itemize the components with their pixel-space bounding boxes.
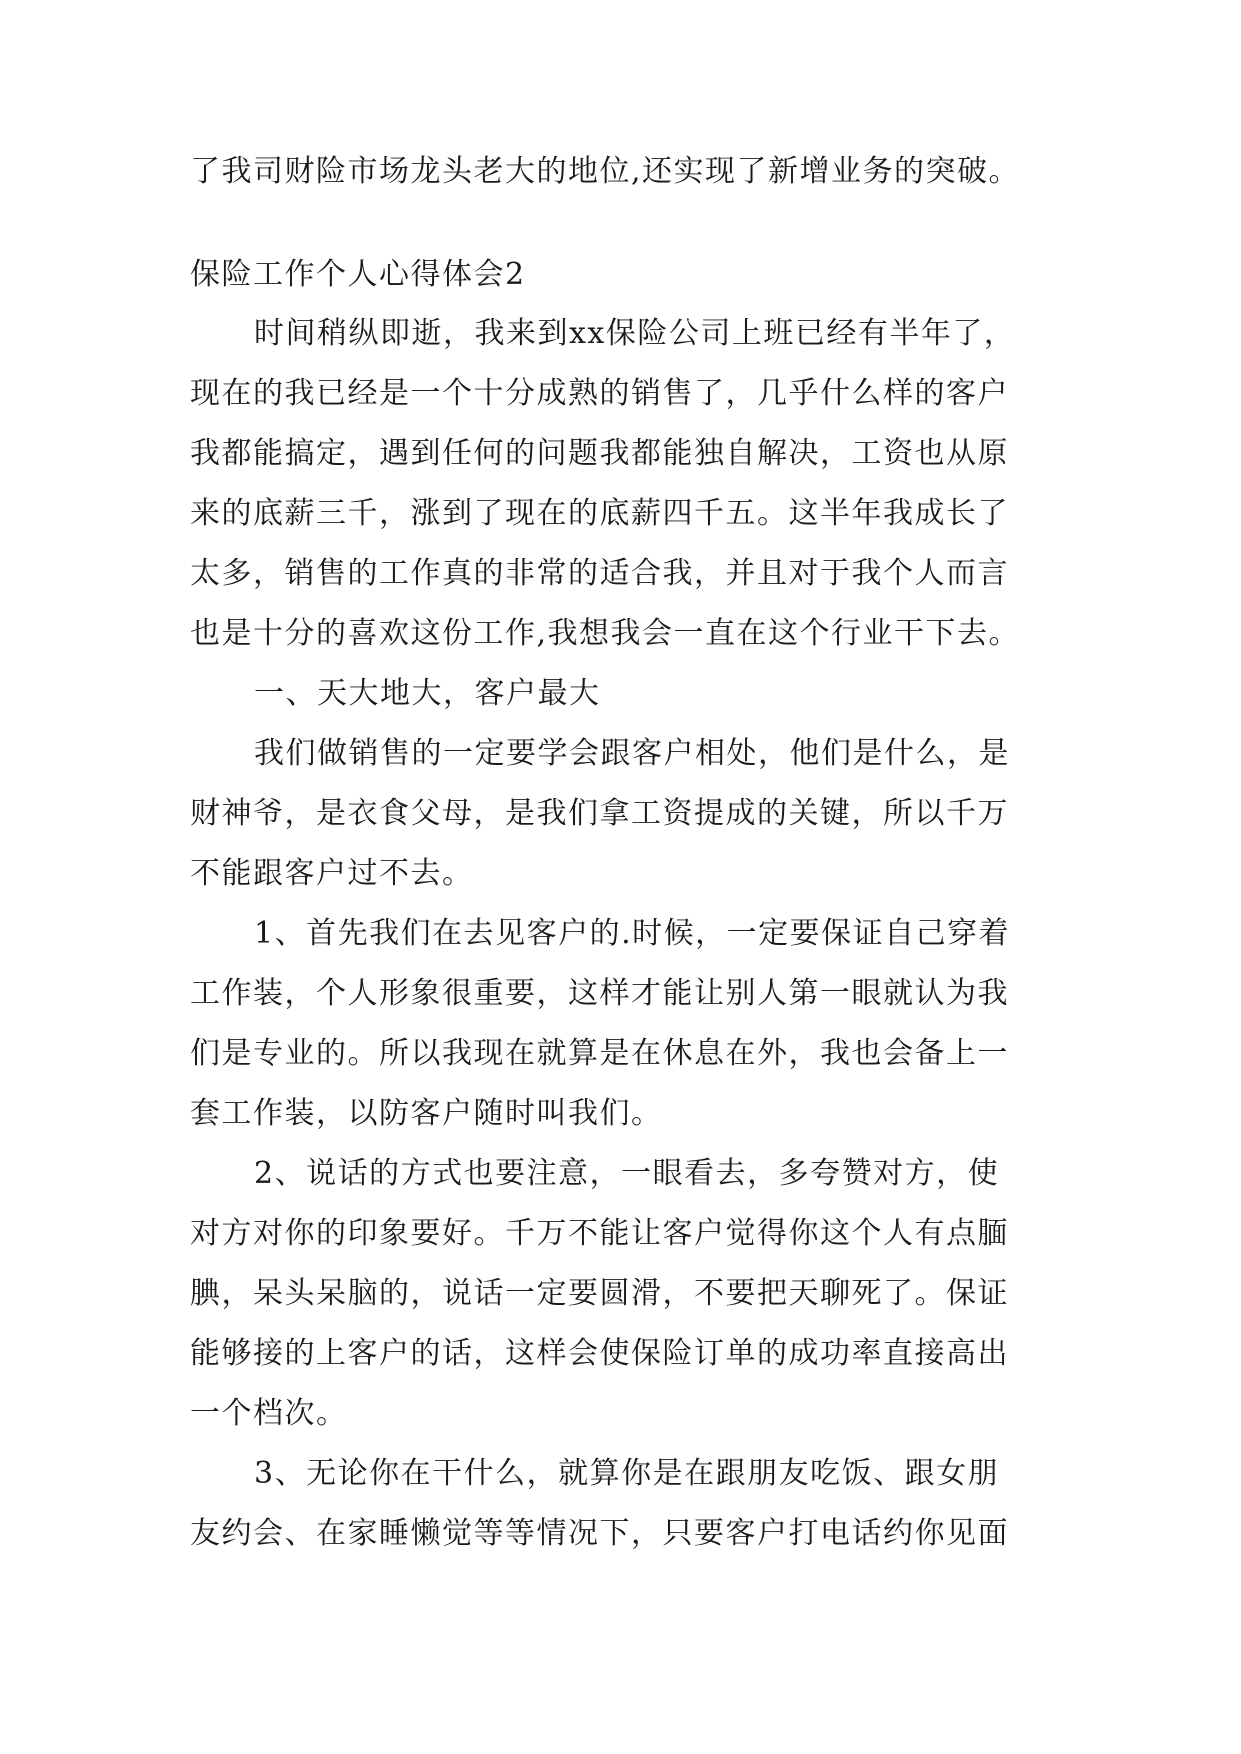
paragraph-line: 太多，销售的工作真的非常的适合我，并且对于我个人而言 bbox=[190, 556, 1009, 591]
paragraph-line: 套工作装，以防客户随时叫我们。 bbox=[190, 1096, 663, 1131]
paragraph-line: 一个档次。 bbox=[190, 1396, 348, 1431]
paragraph-line: 现在的我已经是一个十分成熟的销售了，几乎什么样的客户 bbox=[190, 376, 1009, 411]
paragraph-line: 时间稍纵即逝，我来到xx保险公司上班已经有半年了， bbox=[254, 316, 1016, 351]
paragraph-line: 1、首先我们在去见客户的.时候，一定要保证自己穿着 bbox=[254, 916, 1011, 951]
paragraph-line: 工作装，个人形象很重要，这样才能让别人第一眼就认为我 bbox=[190, 976, 1009, 1011]
paragraph-line: 我都能搞定，遇到任何的问题我都能独自解决，工资也从原 bbox=[190, 436, 1009, 471]
subheading: 一、天大地大，客户最大 bbox=[254, 676, 601, 711]
paragraph-line: 能够接的上客户的话，这样会使保险订单的成功率直接高出 bbox=[190, 1336, 1009, 1371]
paragraph-line: 友约会、在家睡懒觉等等情况下，只要客户打电话约你见面 bbox=[190, 1516, 1009, 1551]
paragraph-line: 来的底薪三千，涨到了现在的底薪四千五。这半年我成长了 bbox=[190, 496, 1009, 531]
paragraph-line: 3、无论你在干什么，就算你是在跟朋友吃饭、跟女朋 bbox=[254, 1456, 1000, 1491]
paragraph-line: 我们做销售的一定要学会跟客户相处，他们是什么，是 bbox=[254, 736, 1010, 771]
paragraph-line: 了我司财险市场龙头老大的地位,还实现了新增业务的突破。 bbox=[190, 154, 1021, 189]
paragraph-line: 腆，呆头呆脑的，说话一定要圆滑，不要把天聊死了。保证 bbox=[190, 1276, 1009, 1311]
paragraph-line: 2、说话的方式也要注意，一眼看去，多夸赞对方，使 bbox=[254, 1156, 1000, 1191]
paragraph-line: 对方对你的印象要好。千万不能让客户觉得你这个人有点腼 bbox=[190, 1216, 1009, 1251]
section-title: 保险工作个人心得体会2 bbox=[190, 257, 526, 292]
paragraph-line: 们是专业的。所以我现在就算是在休息在外，我也会备上一 bbox=[190, 1036, 1009, 1071]
paragraph-line: 财神爷，是衣食父母，是我们拿工资提成的关键，所以千万 bbox=[190, 796, 1009, 831]
paragraph-line: 也是十分的喜欢这份工作,我想我会一直在这个行业干下去。 bbox=[190, 616, 1021, 651]
paragraph-line: 不能跟客户过不去。 bbox=[190, 856, 474, 891]
